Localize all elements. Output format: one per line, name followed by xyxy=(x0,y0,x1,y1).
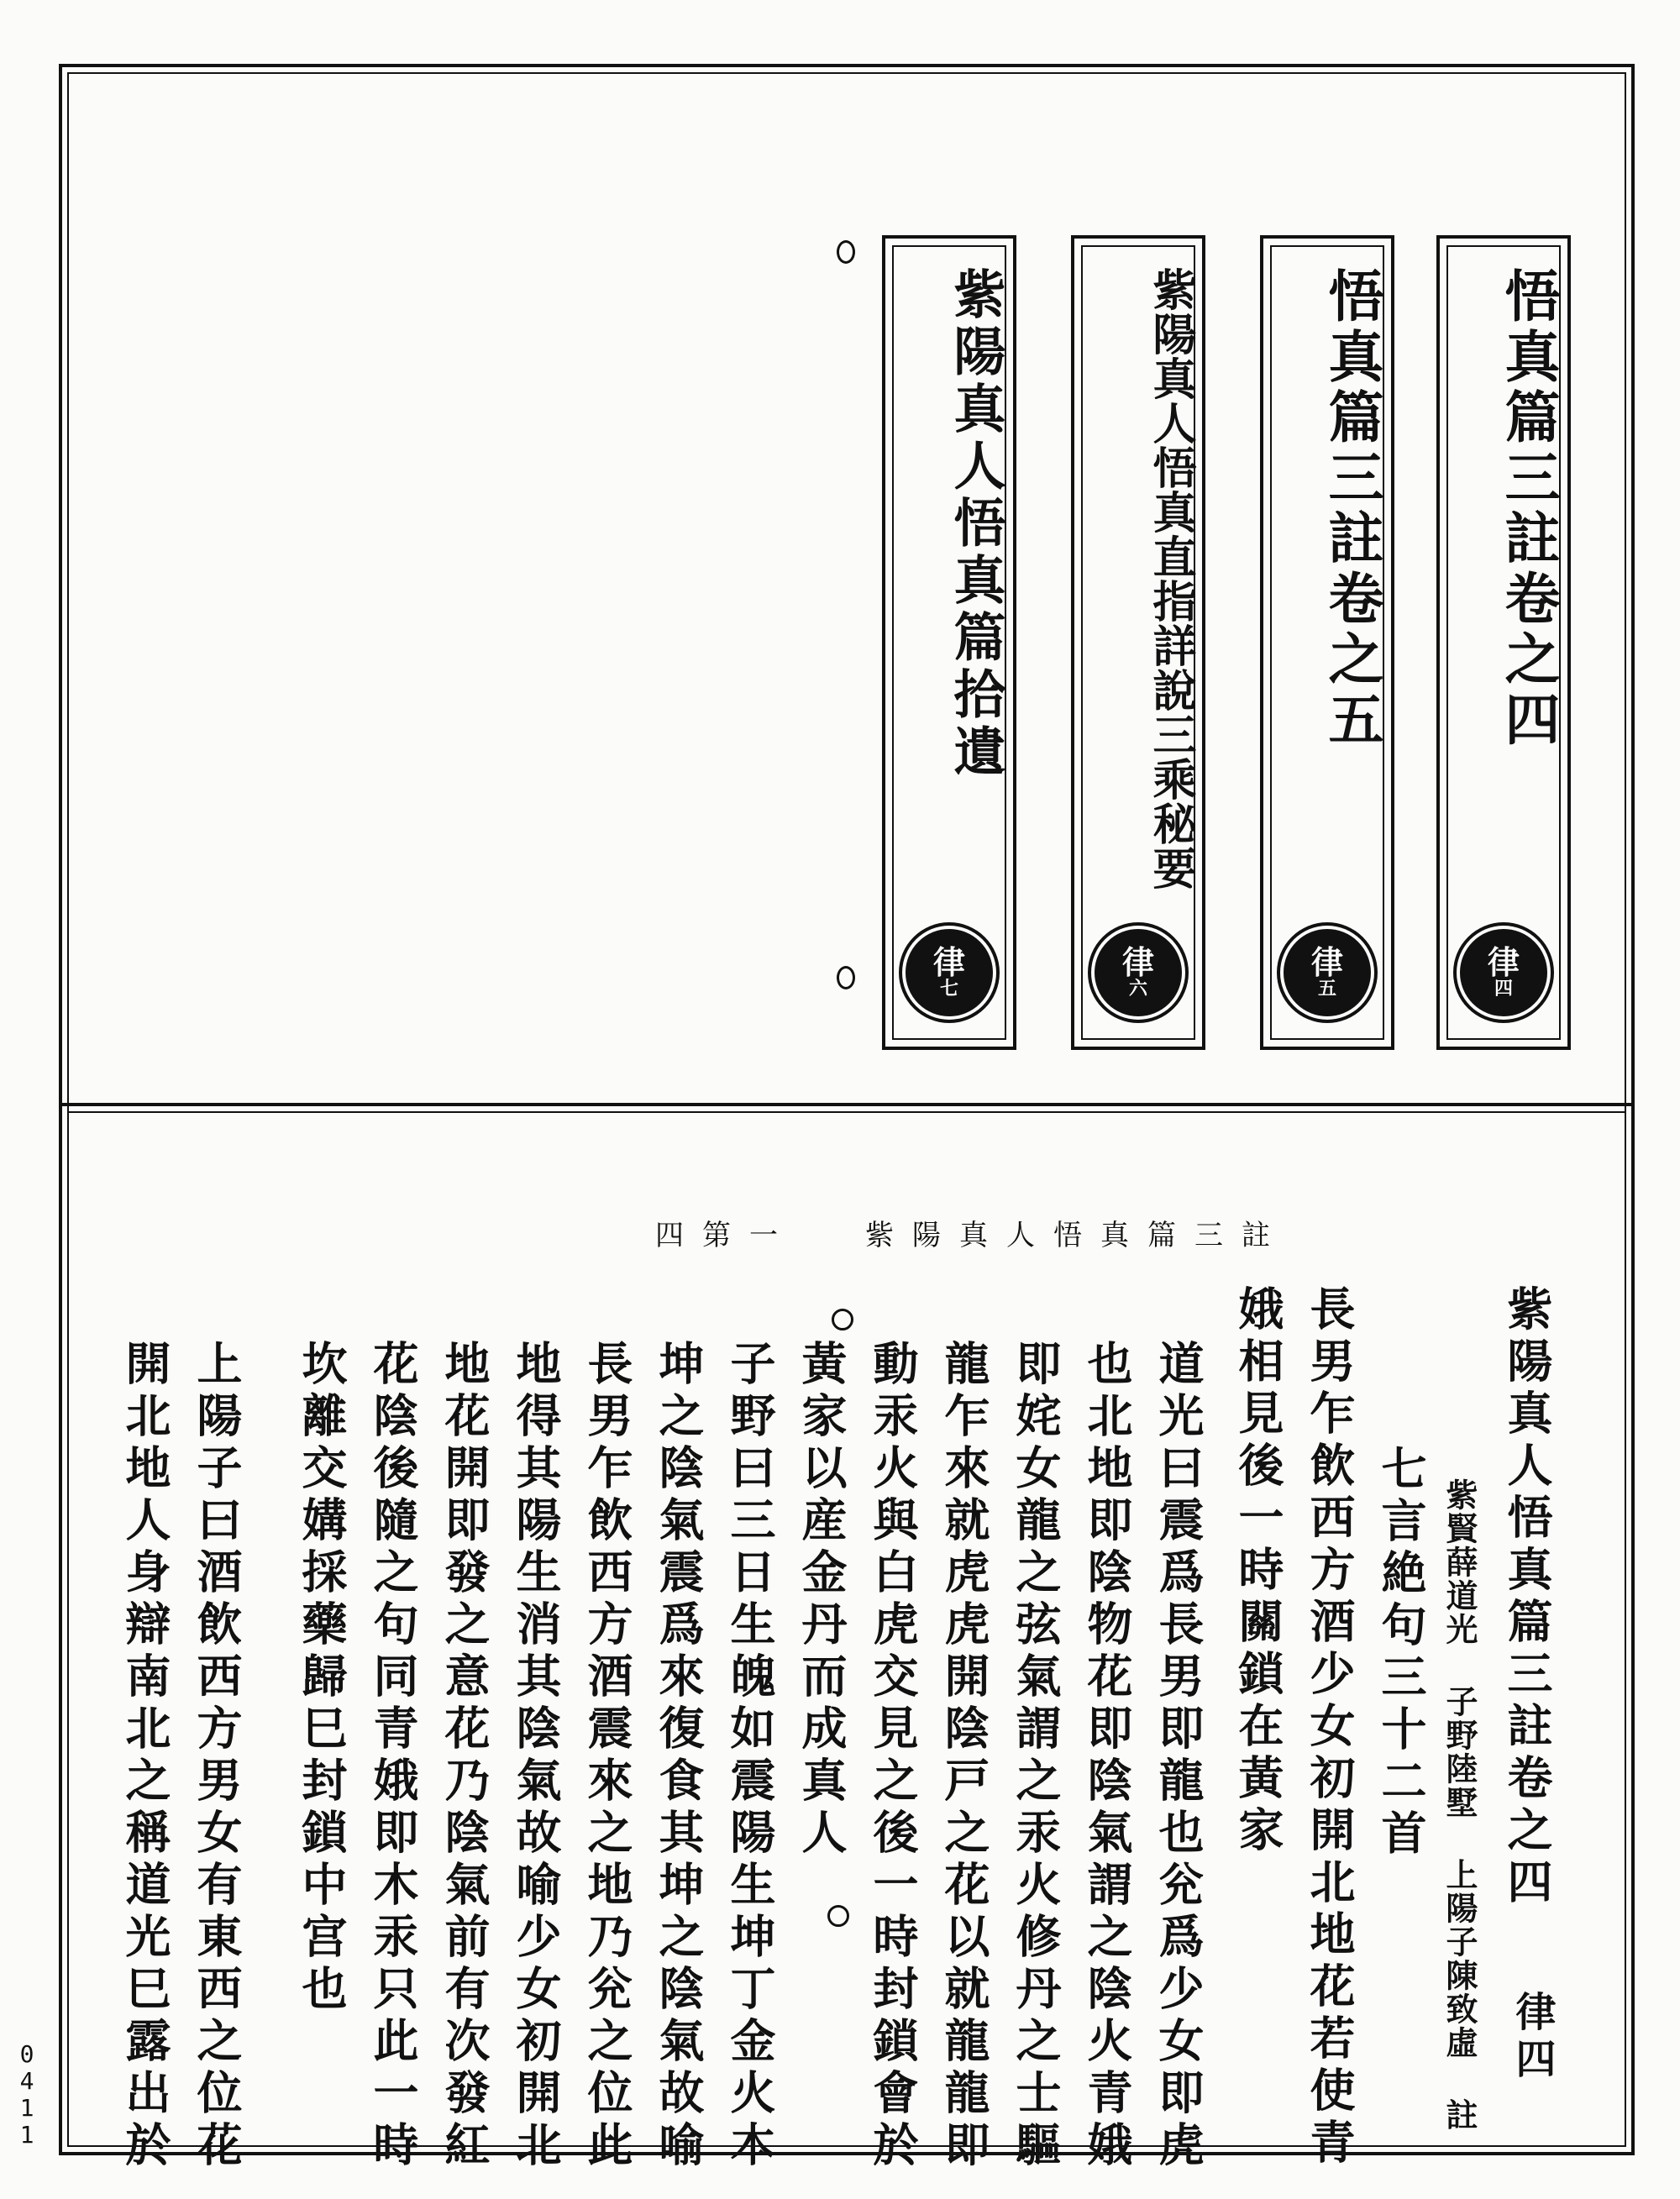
commentary-line: 花陰後隨之句同青娥即木汞只此一時 xyxy=(366,1340,419,2173)
page-divider xyxy=(59,1103,1635,1106)
volume-mark: 律四 xyxy=(1509,1991,1556,2085)
running-title: 紫陽真人悟真篇三註 xyxy=(865,1219,1289,1252)
commentary-line: 上陽子曰酒飲西方男女有東西之位花 xyxy=(190,1340,243,2173)
commentary-line: 坎離交媾採藥歸巳封鎖中宫也 xyxy=(295,1340,348,2017)
poem-heading: 七言絶句三十二首 xyxy=(1374,1445,1427,1861)
volume-badge: 律 四 xyxy=(1460,929,1547,1016)
commentary-line: 黃家以産金丹而成真人 xyxy=(795,1340,848,1860)
commentary-line: 道光曰震爲長男即龍也兊爲少女即虎 xyxy=(1152,1340,1205,2173)
commentary-line: 坤之陰氣震爲來復食其坤之陰氣故喻 xyxy=(652,1340,705,2173)
volume-title: 紫陽真人悟真篇三註卷之四 xyxy=(1500,1285,1553,1910)
commentator-line: 紫賢薛道光 子野陸墅 上陽子陳致虛 註 xyxy=(1441,1478,1478,2132)
binding-ring-icon xyxy=(837,966,855,989)
commentary-line: 子野曰三日生魄如震陽生坤丁金火本 xyxy=(723,1340,776,2173)
book-label-title: 悟真篇三註卷之五 xyxy=(1319,267,1383,751)
volume-badge: 律 五 xyxy=(1284,929,1371,1016)
page-number: 0 4 1 1 xyxy=(19,2040,34,2149)
page-divider-inner xyxy=(67,1111,1626,1113)
commentary-line: 動汞火與白虎交見之後一時封鎖會於 xyxy=(866,1340,919,2173)
commentary-line: 也北地即陰物花即陰氣謂之陰火青娥 xyxy=(1080,1340,1133,2173)
commentary-line: 即姹女龍之弦氣謂之汞火修丹之士驅 xyxy=(1009,1340,1062,2173)
book-label-2 xyxy=(1260,235,1394,1050)
commentary-line: 龍乍來就虎虎開陰戸之花以就龍龍即 xyxy=(937,1340,990,2173)
volume-badge: 律 七 xyxy=(906,929,993,1016)
book-label-3 xyxy=(1071,235,1205,1050)
commentary-line: 地得其陽生消其陰氣故喻少女初開北 xyxy=(509,1340,562,2173)
volume-badge: 律 六 xyxy=(1095,929,1182,1016)
commentary-line: 地花開即發之意花乃陰氣前有次發紅 xyxy=(438,1340,491,2173)
section-label: 四第一 xyxy=(655,1219,796,1252)
poem-line: 長男乍飲西方酒少女初開北地花若使青 xyxy=(1303,1285,1356,2170)
commentary-line: 長男乍飲西方酒震來之地乃兊之位此 xyxy=(580,1340,633,2173)
book-label-title: 悟真篇三註卷之四 xyxy=(1495,267,1560,751)
book-label-1 xyxy=(1436,235,1571,1050)
punctuation-circle-icon xyxy=(827,1905,849,1927)
punctuation-circle-icon xyxy=(832,1309,853,1330)
poem-line: 娥相見後一時關鎖在黃家 xyxy=(1231,1285,1284,1858)
book-label-4 xyxy=(882,235,1016,1050)
book-label-title: 紫陽真人悟真直指詳說三乘秘要 xyxy=(1145,267,1195,890)
commentary-line: 開北地人身辯南北之稱道光巳露出於 xyxy=(118,1340,171,2173)
binding-ring-icon xyxy=(837,240,855,264)
book-label-title: 紫陽真人悟真篇拾遺 xyxy=(945,267,1006,781)
